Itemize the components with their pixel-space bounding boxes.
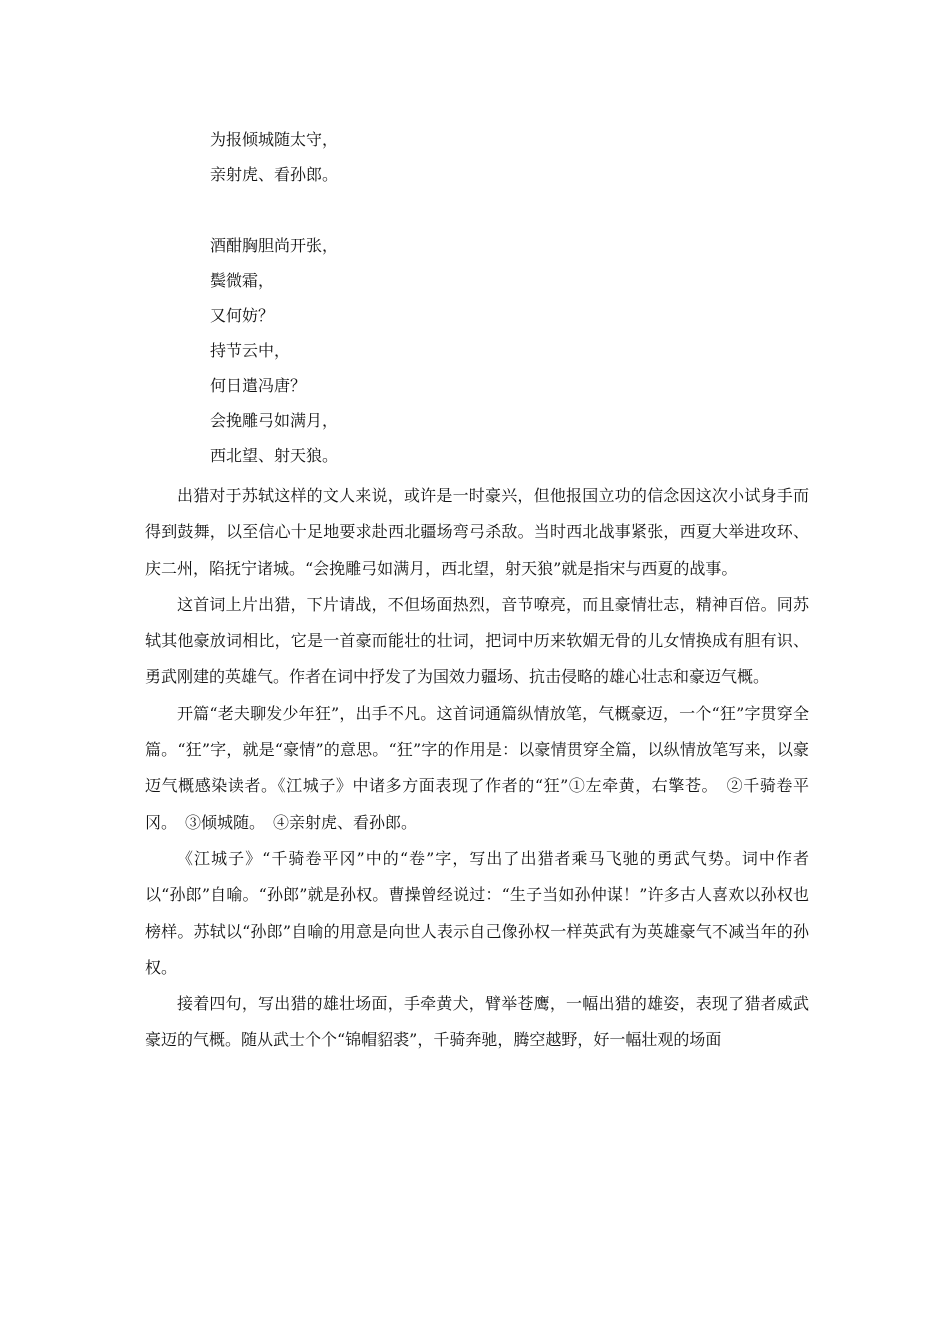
stanza-gap — [210, 192, 810, 228]
paragraph: 《江城子》“千骑卷平冈”中的“卷”字，写出了出猎者乘马飞驰的勇武气势。词中作者以“孙郎”自喻。“孙郎”就是孙权。曹操曾经说过：“生子当如孙仲谋！”许多古人喜欢以孙权也榜样。苏轼以“孙郎”自喻的用意是向世人表示自己像孙权一样英武有为英雄豪气不减当年的孙权。 — [145, 848, 809, 977]
poem-line: 亲射虎、看孙郎。 — [210, 165, 339, 184]
paragraph: 开篇“老夫聊发少年狂”，出手不凡。这首词通篇纵情放笔，气概豪迈，一个“狂”字贯穿全篇。“狂”字，就是“豪情”的意思。“狂”字的作用是：以豪情贯穿全篇，以纵情放笔写来，以豪迈气概感染读者。《江城子》中诸多方面表现了作者的“狂”①左牵黄，右擎苍。 ②千骑卷平冈。 ③倾城随。 ④亲射虎、看孙郎。 — [145, 703, 809, 832]
poem-line: 持节云中， — [210, 341, 291, 360]
poem-block — [210, 122, 810, 473]
commentary-body — [145, 478, 809, 1059]
paragraph: 这首词上片出猎，下片请战，不但场面热烈，音节嘹亮，而且豪情壮志，精神百倍。同苏轼其他豪放词相比，它是一首豪而能壮的壮词，把词中历来软媚无骨的儿女情换成有胆有识、勇武刚建的英雄气。作者在词中抒发了为国效力疆场、抗击侵略的雄心壮志和豪迈气概。 — [145, 594, 809, 687]
poem-line: 为报倾城随太守， — [210, 130, 339, 149]
paragraph: 出猎对于苏轼这样的文人来说，或许是一时豪兴，但他报国立功的信念因这次小试身手而得到鼓舞，以至信心十足地要求赴西北疆场弯弓杀敌。当时西北战事紧张，西夏大举进攻环、庆二州，陷抚宁诸城。“会挽雕弓如满月，西北望，射天狼”就是指宋与西夏的战事。 — [145, 486, 809, 578]
poem-line: 又何妨？ — [210, 306, 275, 325]
paragraph: 接着四句，写出猎的雄壮场面，手牵黄犬，臂举苍鹰，一幅出猎的雄姿，表现了猎者威武豪迈的气概。随从武士个个“锦帽貂裘”，千骑奔驰，腾空越野，好一幅壮观的场面 — [145, 994, 809, 1050]
poem-line: 会挽雕弓如满月， — [210, 411, 339, 430]
poem-line: 酒酣胸胆尚开张， — [210, 236, 339, 255]
poem-line: 鬓微霜， — [210, 271, 275, 290]
poem-line: 西北望、射天狼。 — [210, 446, 339, 465]
poem-line: 何日遣冯唐？ — [210, 376, 307, 395]
